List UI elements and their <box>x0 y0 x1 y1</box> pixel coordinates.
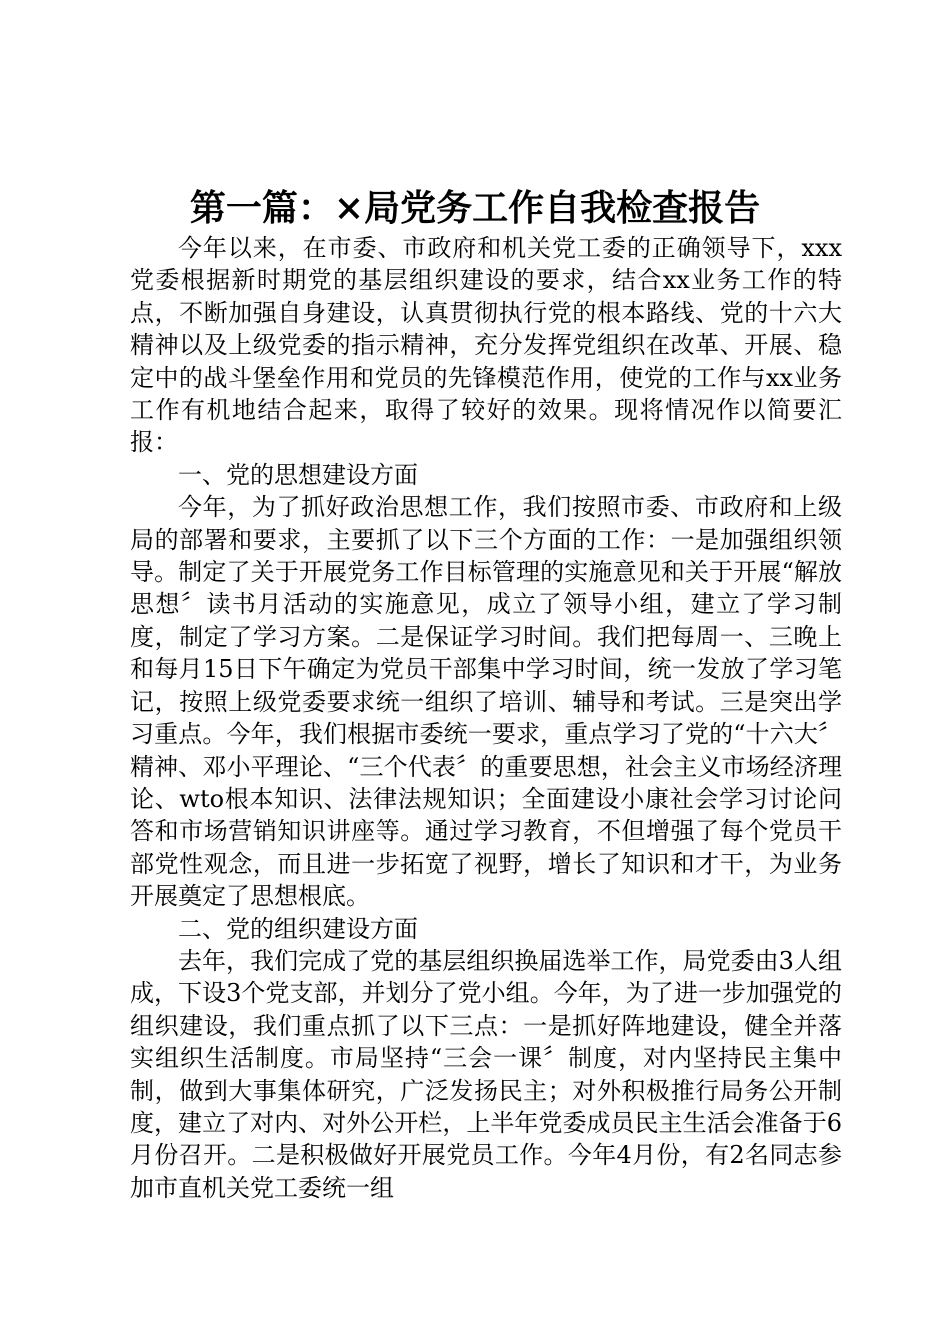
section-heading-ideology: 一、党的思想建设方面 <box>178 460 418 489</box>
paragraph-ideology: 今年，为了抓好政治思想工作，我们按照市委、市政府和上级局的部署和要求，主要抓了以下三个方面的工作：一是加强组织领导。制定了关于开展党务工作目标管理的实施意见和关于开展“解放思想〞读书月活动的实施意见，成立了领导小组，建立了学习制度，制定了学习方案。二是保证学习时间。我们把每周一、三晚上和每月15日下午确定为党员干部集中学习时间，统一发放了学习笔记，按照上级党委要求统一组织了培训、辅导和考试。三是突出学习重点。今年，我们根据市委统一要求，重点学习了党的“十六大〞精神、邓小平理论、“三个代表〞的重要思想，社会主义市场经济理论、wto根本知识、法律法规知识；全面建设小康社会学习讨论问答和市场营销知识讲座等。通过学习教育，不但增强了每个党员干部党性观念，而且进一步拓宽了视野，增长了知识和才干，为业务开展奠定了思想根底。 <box>130 493 842 911</box>
paragraph-organization: 去年，我们完成了党的基层组织换届选举工作，局党委由3人组成，下设3个党支部，并划分了党小组。今年，为了进一步加强党的组织建设，我们重点抓了以下三点：一是抓好阵地建设，健全并落实组织生活制度。市局坚持“三会一课〞制度，对内坚持民主集中制，做到大事集体研究，广泛发扬民主；对外积极推行局务公开制度，建立了对内、对外公开栏，上半年党委成员民主生活会准备于6月份召开。二是积极做好开展党员工作。今年4月份，有2名同志参加市直机关党工委统一组 <box>130 946 842 1202</box>
paragraph-intro: 今年以来，在市委、市政府和机关党工委的正确领导下，xxx党委根据新时期党的基层组织建设的要求，结合xx业务工作的特点，不断加强自身建设，认真贯彻执行党的根本路线、党的十六大精神以及上级党委的指示精神，充分发挥党组织在改革、开展、稳定中的战斗堡垒作用和党员的先锋模范作用，使党的工作与xx业务工作有机地结合起来，取得了较好的效果。现将情况作以简要汇报： <box>130 234 842 457</box>
document-body <box>130 232 842 1204</box>
section-heading-organization: 二、党的组织建设方面 <box>178 914 418 943</box>
document-title: 第一篇：×局党务工作自我检查报告 <box>189 187 761 229</box>
